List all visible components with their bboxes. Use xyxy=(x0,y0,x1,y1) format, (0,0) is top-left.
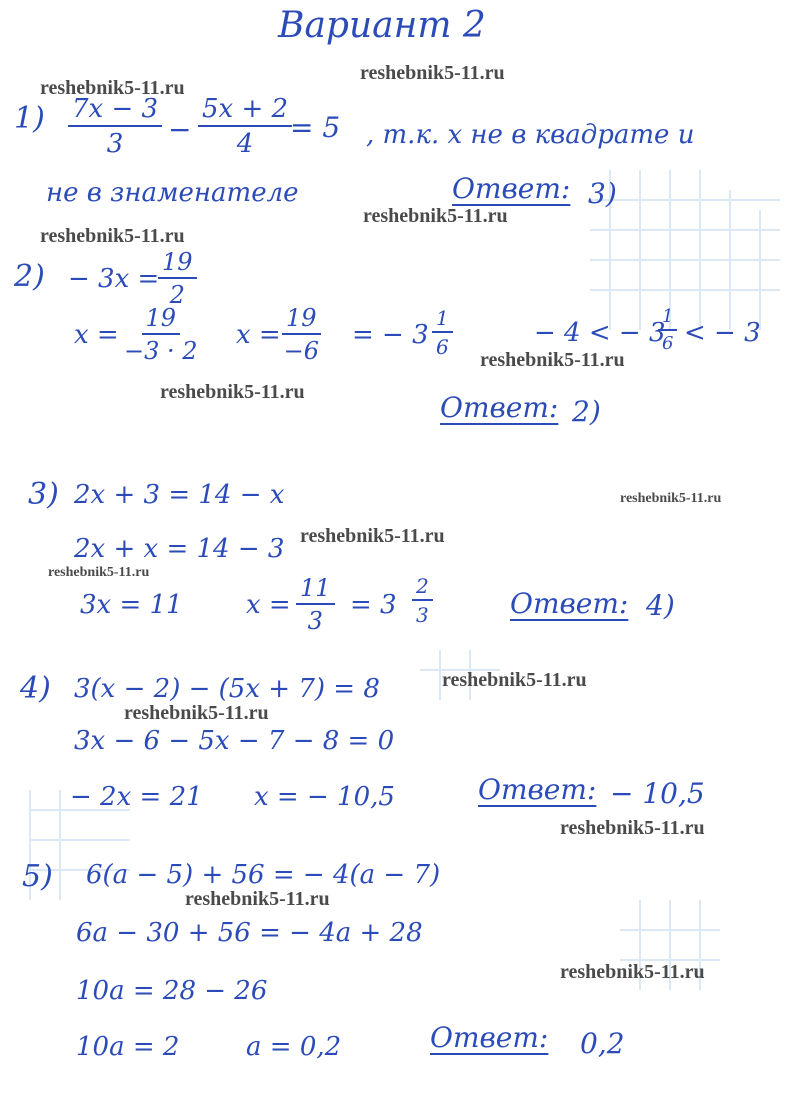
watermark-text: reshebnik5-11.ru xyxy=(560,961,705,983)
fraction-denominator: 3 xyxy=(416,603,429,627)
fraction-denominator: −6 xyxy=(283,337,319,365)
task-2-fraction-step-2 xyxy=(282,306,321,363)
task-1-fraction-1 xyxy=(68,96,162,157)
watermark-text: reshebnik5-11.ru xyxy=(480,349,625,371)
fraction-numerator: 11 xyxy=(296,576,335,605)
fraction-denominator: 3 xyxy=(307,607,323,635)
task-3-mixed-fraction xyxy=(412,576,433,625)
task-1-comment-line-2: не в знаменателе xyxy=(46,178,299,208)
fraction-numerator: 1 xyxy=(658,308,677,331)
task-2-mixed-fraction xyxy=(432,308,453,357)
task-2-number: 2) xyxy=(14,259,45,294)
task-3-equals-mixed: = 3 xyxy=(350,590,397,620)
task-3-fraction xyxy=(296,576,335,633)
watermark-text: reshebnik5-11.ru xyxy=(360,62,505,84)
task-1-fraction-2 xyxy=(198,96,292,157)
task-5-line-3: 10a = 28 − 26 xyxy=(76,976,268,1006)
task-5-line-4-left: 10a = 2 xyxy=(76,1032,180,1062)
fraction-denominator: 2 xyxy=(169,281,185,309)
fraction-numerator: 19 xyxy=(282,306,321,335)
task-3-number: 3) xyxy=(28,477,59,512)
watermark-text: reshebnik5-11.ru xyxy=(300,525,445,547)
task-5-answer-value: 0,2 xyxy=(580,1027,625,1060)
task-3-line-2: 2x + x = 14 − 3 xyxy=(74,534,285,564)
fraction-denominator: −3 · 2 xyxy=(124,337,198,365)
task-5-answer-label: Ответ: xyxy=(430,1021,549,1054)
task-5-line-1: 6(a − 5) + 56 = − 4(a − 7) xyxy=(86,860,441,890)
task-4-line-1: 3(x − 2) − (5x + 7) = 8 xyxy=(74,674,380,704)
task-5-line-4-right: a = 0,2 xyxy=(246,1032,342,1062)
watermark-text: reshebnik5-11.ru xyxy=(124,702,269,724)
task-4-line-3-left: − 2x = 21 xyxy=(70,782,203,812)
task-3-line-1: 2x + 3 = 14 − x xyxy=(74,480,285,510)
watermark-text: reshebnik5-11.ru xyxy=(442,669,587,691)
task-4-answer-value: − 10,5 xyxy=(610,777,705,810)
task-2-equals-mixed: = − 3 xyxy=(352,320,429,350)
page-title: Вариант 2 xyxy=(278,5,486,46)
task-2-inequality-left: − 4 < − 3 xyxy=(534,318,666,348)
watermark-text: reshebnik5-11.ru xyxy=(185,888,330,910)
task-1-answer-label: Ответ: xyxy=(452,172,571,205)
watermark-text: reshebnik5-11.ru xyxy=(363,205,508,227)
task-2-inequality-fraction xyxy=(658,308,677,353)
task-2-fraction xyxy=(158,250,197,307)
minus-sign: − xyxy=(168,113,192,146)
fraction-numerator: 19 xyxy=(142,306,181,335)
fraction-denominator: 6 xyxy=(436,335,449,359)
task-2-inequality-right: < − 3 xyxy=(684,318,761,348)
task-5-line-2: 6a − 30 + 56 = − 4a + 28 xyxy=(76,918,423,948)
task-4-line-3-right: x = − 10,5 xyxy=(254,782,395,812)
task-3-answer-label: Ответ: xyxy=(510,587,629,620)
task-2-x-step-2: x = xyxy=(236,320,281,350)
task-2-equation-lhs: − 3x = xyxy=(68,264,160,294)
watermark-text: reshebnik5-11.ru xyxy=(40,77,185,99)
watermark-text: reshebnik5-11.ru xyxy=(560,817,705,839)
fraction-denominator: 4 xyxy=(236,129,254,159)
fraction-numerator: 19 xyxy=(158,250,197,279)
fraction-denominator: 3 xyxy=(106,129,124,159)
watermark-text: reshebnik5-11.ru xyxy=(40,225,185,247)
fraction-numerator: 2 xyxy=(412,576,433,601)
task-2-fraction-step-1 xyxy=(124,306,198,363)
watermark-text: reshebnik5-11.ru xyxy=(620,491,722,506)
task-4-answer-label: Ответ: xyxy=(478,773,597,806)
task-2-answer-value: 2) xyxy=(572,395,601,428)
fraction-denominator: 6 xyxy=(662,333,674,354)
fraction-numerator: 1 xyxy=(432,308,453,333)
task-2-answer-label: Ответ: xyxy=(440,391,559,424)
task-4-number: 4) xyxy=(20,671,51,706)
task-5-number: 5) xyxy=(22,859,53,894)
task-4-line-2: 3x − 6 − 5x − 7 − 8 = 0 xyxy=(74,726,395,756)
task-3-answer-value: 4) xyxy=(646,589,675,622)
task-2-x-step-1: x = xyxy=(74,320,119,350)
task-3-x: x = xyxy=(246,590,291,620)
task-1-equals: = 5 xyxy=(290,111,341,144)
task-1-number: 1) xyxy=(14,101,45,136)
task-1-answer-value: 3) xyxy=(588,177,617,210)
watermark-text: reshebnik5-11.ru xyxy=(48,565,150,580)
task-3-line-3: 3x = 11 xyxy=(80,590,183,620)
task-1-comment-line-1: , т.к. x не в квадрате и xyxy=(366,120,695,150)
watermark-text: reshebnik5-11.ru xyxy=(160,381,305,403)
fraction-numerator: 5x + 2 xyxy=(198,96,292,127)
fraction-numerator: 7x − 3 xyxy=(68,96,162,127)
